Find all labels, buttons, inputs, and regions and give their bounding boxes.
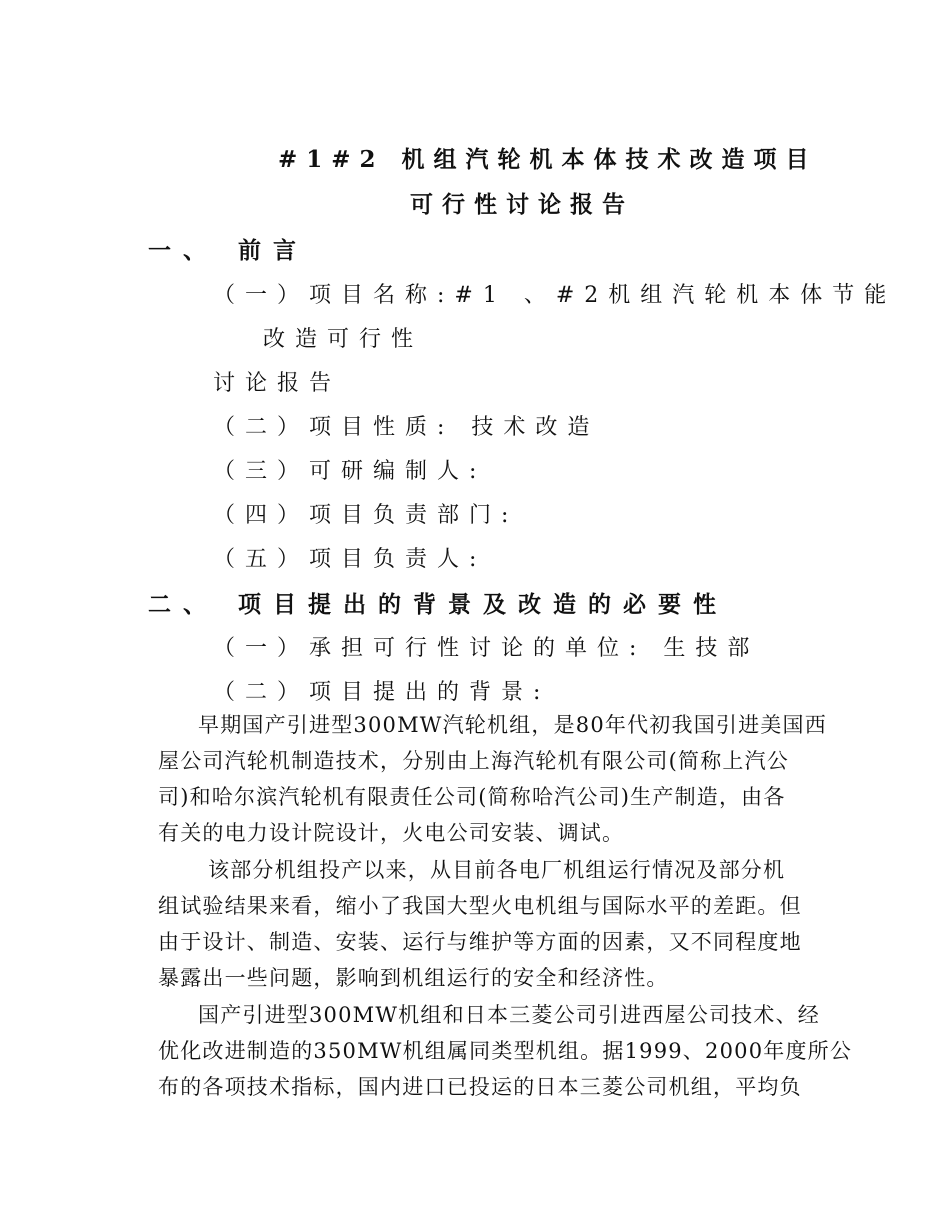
paragraph-2-line: 暴露出一些问题，影响到机组运行的安全和经济性。 (158, 966, 669, 990)
paragraph-1-line: 有关的电力设计院设计，火电公司安装、调试。 (158, 821, 625, 845)
paragraph-2-line: 该部分机组投产以来，从目前各电厂机组运行情况及部分机 (208, 858, 786, 882)
responsible-person-item: （五）项目负责人: (213, 547, 487, 572)
project-name-item: （一）项目名称:#1 、#2机组汽轮机本体节能 (213, 283, 897, 308)
project-nature-item: （二）项目性质: 技术改造 (213, 415, 600, 440)
study-unit-item: （一）承担可行性讨论的单位: 生技部 (213, 636, 760, 661)
section-heading-2: 二、 项目提出的背景及改造的必要性 (148, 591, 729, 618)
paragraph-3-line: 布的各项技术指标，国内进口已投运的日本三菱公司机组，平均负 (158, 1075, 802, 1099)
section-heading-1: 一、 前言 (148, 237, 309, 264)
responsible-dept-item: （四）项目负责部门: (213, 503, 519, 528)
project-name-continuation: 改造可行性 (263, 327, 424, 352)
paragraph-1-line: 屋公司汽轮机制造技术，分别由上海汽轮机有限公司(简称上汽公 (158, 749, 789, 773)
report-author-item: （三）可研编制人: (213, 459, 487, 484)
project-name-continuation-2: 讨论报告 (213, 371, 342, 396)
paragraph-2-line: 组试验结果来看，缩小了我国大型火电机组与国际水平的差距。但 (158, 894, 802, 918)
document-title-line1: #1#2 机组汽轮机本体技术改造项目 (278, 146, 818, 173)
document-title-line2: 可行性讨论报告 (410, 191, 634, 218)
paragraph-2-line: 由于设计、制造、安装、运行与维护等方面的因素，又不同程度地 (158, 930, 802, 954)
paragraph-3-line: 国产引进型300MW机组和日本三菱公司引进西屋公司技术、经 (198, 1003, 820, 1027)
background-item: （二）项目提出的背景: (213, 680, 551, 705)
paragraph-3-line: 优化改进制造的350MW机组属同类型机组。据1999、2000年度所公 (158, 1039, 853, 1063)
paragraph-1-line: 早期国产引进型300MW汽轮机组，是80年代初我国引进美国西 (198, 713, 827, 737)
paragraph-1-line: 司)和哈尔滨汽轮机有限责任公司(简称哈汽公司)生产制造，由各 (158, 785, 786, 809)
